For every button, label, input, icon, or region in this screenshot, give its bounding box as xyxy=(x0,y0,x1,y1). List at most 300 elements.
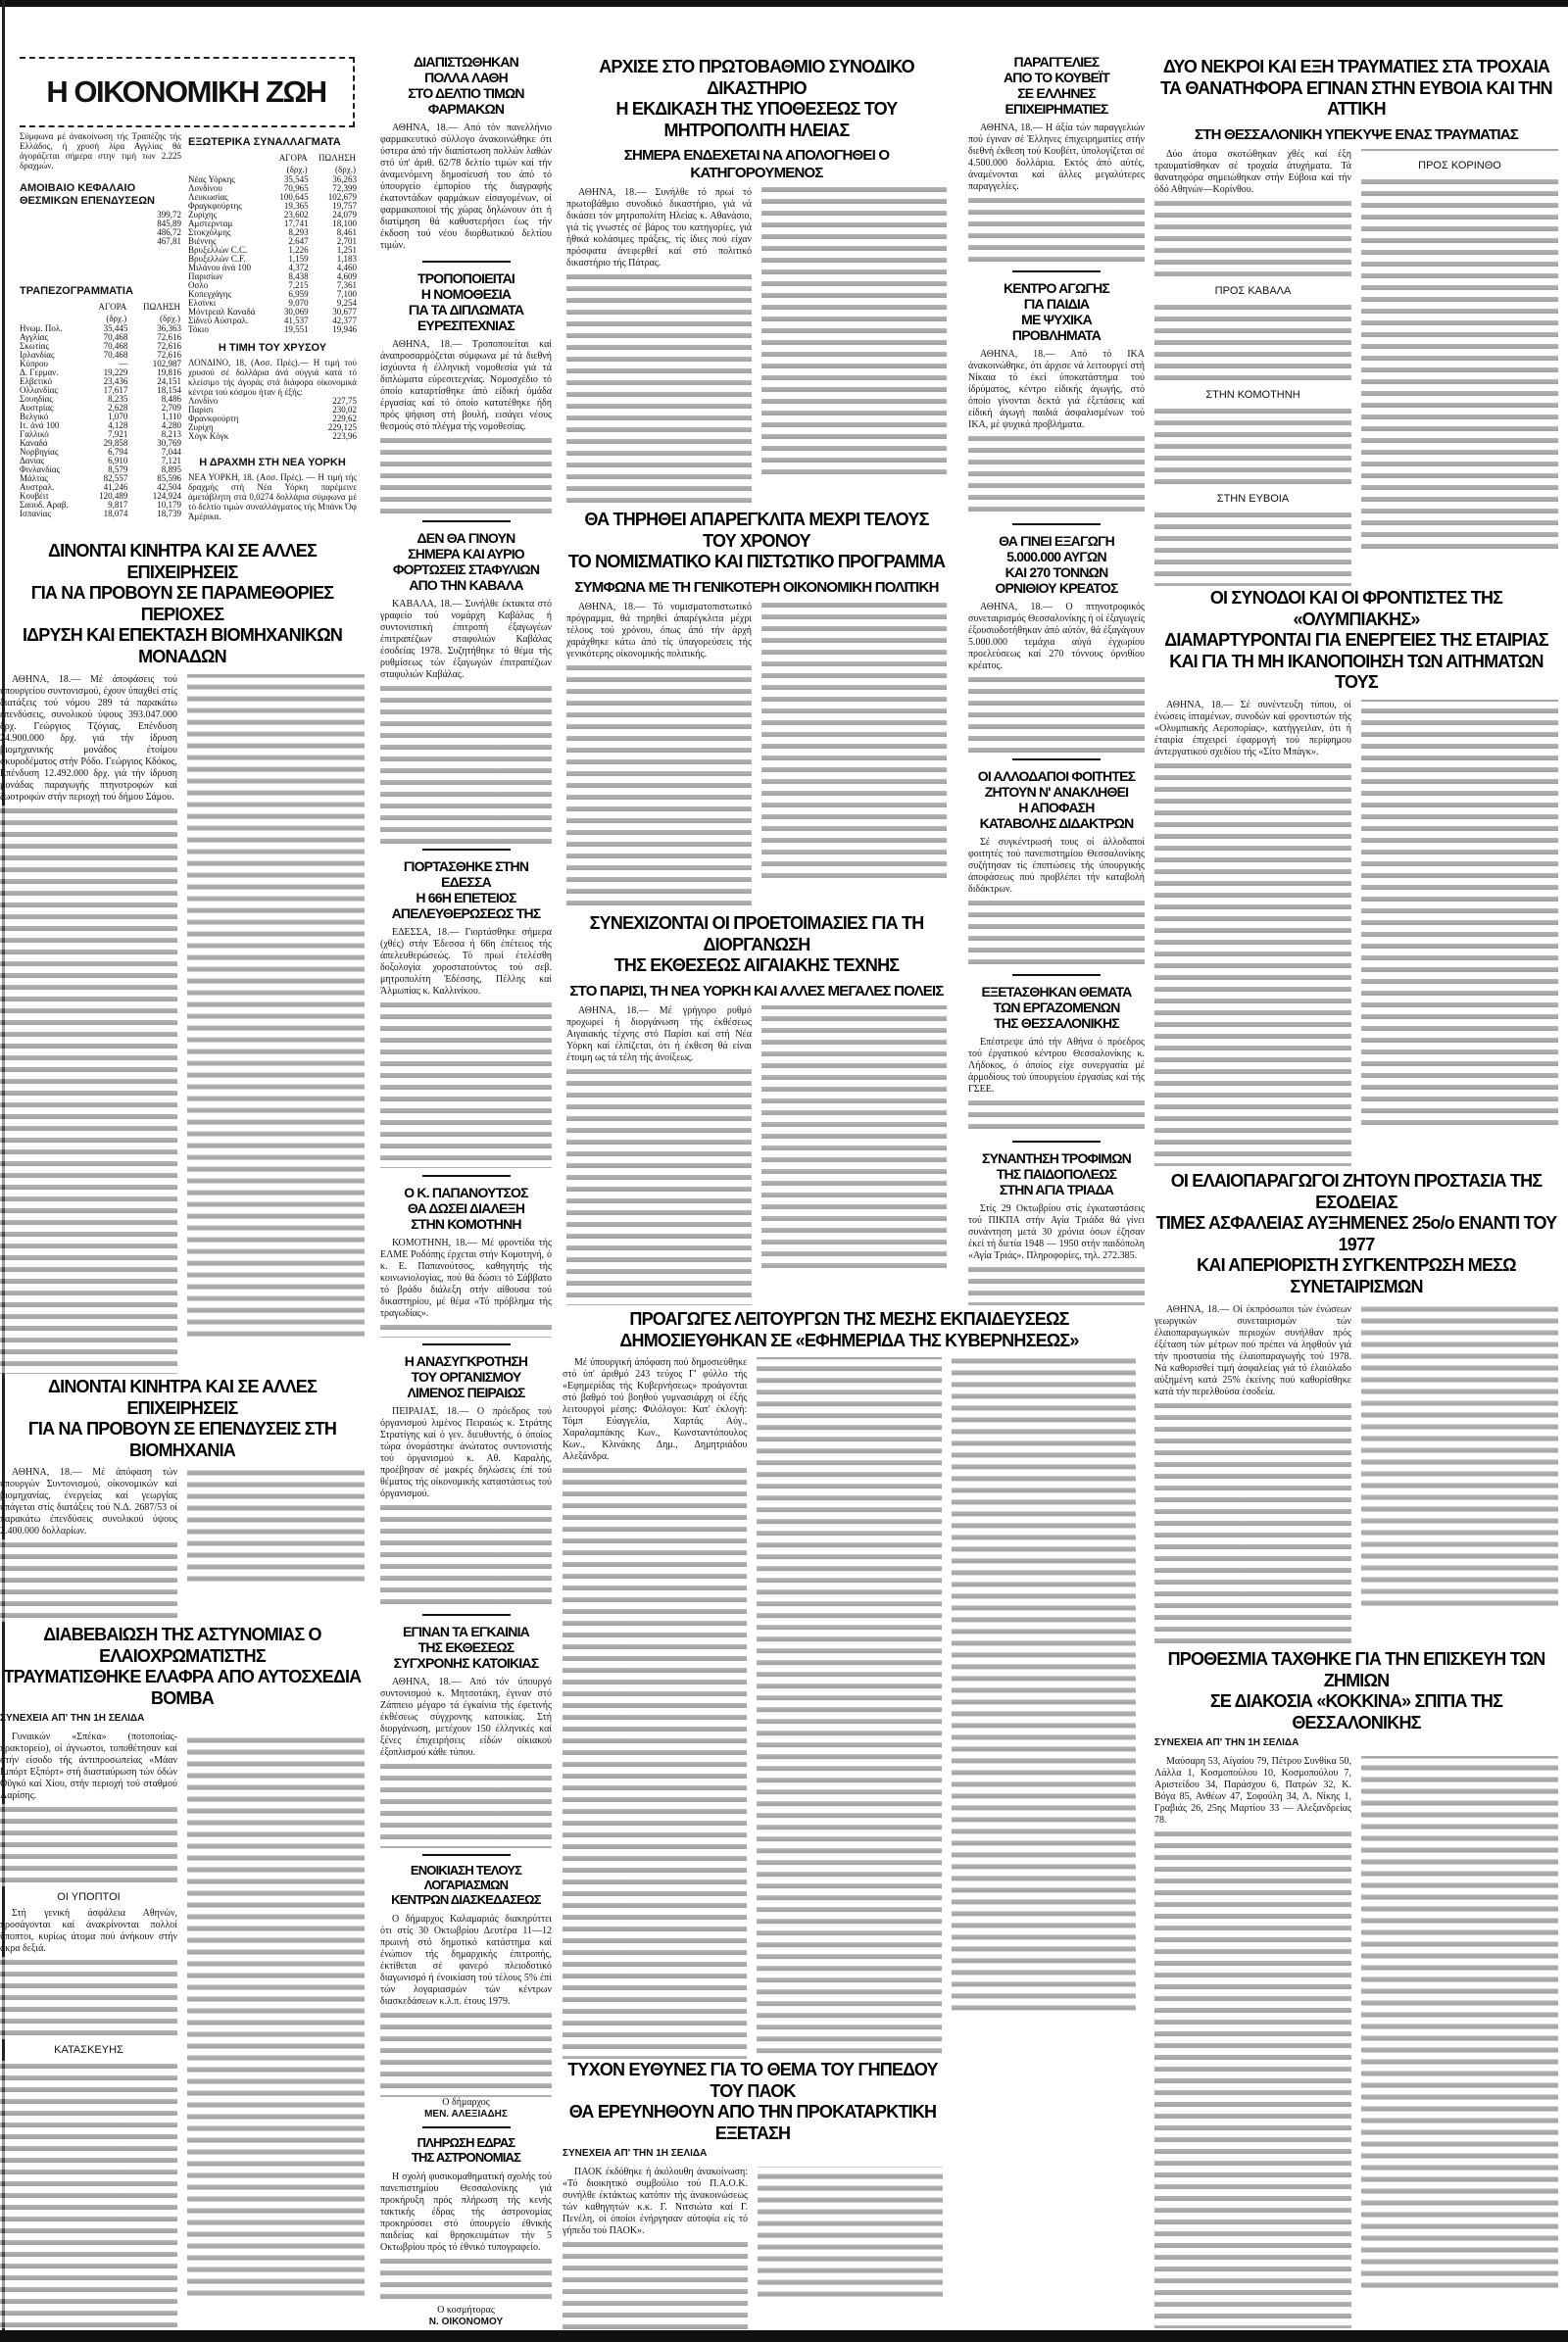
article-body xyxy=(380,2171,552,2328)
cell-value: 8,293 xyxy=(288,227,309,237)
cell-value: 72,616 xyxy=(157,341,181,351)
article-exagogi xyxy=(968,519,1145,753)
banknotes-title: ΤΡΑΠΕΖΟΓΡΑΜΜΑΤΙΑ xyxy=(20,285,133,297)
subheadline: ΣΤΗ ΘΕΣΣΑΛΟΝΙΚΗ ΥΠΕΚΥΨΕ ΕΝΑΣ ΤΡΑΥΜΑΤΙΑΣ xyxy=(1195,125,1518,143)
cell-value: 7,921 xyxy=(108,429,128,439)
article-body xyxy=(0,1467,365,1622)
cell-label: Ιρλανδίας xyxy=(20,350,55,360)
headline-line: Ο Κ. ΠΑΠΑΝΟΥΤΣΟΣ xyxy=(404,1185,528,1200)
text-lines xyxy=(968,674,1145,753)
cell-value: — xyxy=(119,359,128,368)
unit: (δρχ.) xyxy=(106,314,127,323)
cell-value: 399,72 xyxy=(157,210,181,220)
article-text: Μέ ύπουργική άπόφαση πού δημοσιεύθηκε στό ύπ' άριθμό 243 τεύχος Γ' φύλλο τής «Εφημερίδας τής Κυβερνήσεως» προάγονται στό βαθμό τού βοηθού γυμνασιάρχη οί έξής λειτουργοί μέσης: Φιλόλογοι: Κατ' έκλογή: Τόμπ Εύαγγελία, Χαρτάς Αύγ., Χαραλαμπάκης Κων., Κωνσταντόπουλος Κων., Κλινάκης Δημ., Δημητριάδου Αλεξάνδρα. xyxy=(563,1357,748,1463)
cell-value: 4,128 xyxy=(108,420,128,430)
article-tyxon xyxy=(563,2060,943,2329)
headline-line: Η 66Η ΕΠΕΤΕΙΟΣ xyxy=(416,890,516,906)
article-exetasthikan xyxy=(968,970,1145,1135)
cell-label: Τόκιο xyxy=(188,324,209,334)
cell-label: Ολλανδίας xyxy=(20,385,58,395)
cell-value: 19,551 xyxy=(283,324,309,334)
cell-value: 8,461 xyxy=(336,227,357,237)
headline-line: ΚΑΙ 270 ΤΟΝΝΩΝ xyxy=(1004,564,1108,581)
article-astronomia xyxy=(380,2122,552,2328)
cell-value: 1,226 xyxy=(288,245,309,255)
text-lines xyxy=(0,1804,177,1886)
drachma-ny-title: Η ΔΡΑΧΜΗ ΣΤΗ ΝΕΑ ΥΟΡΚΗ xyxy=(199,457,346,468)
separator-rule xyxy=(422,1614,511,1616)
cell-label: Νορβηγίας xyxy=(20,447,59,457)
cell-value: 1,251 xyxy=(336,245,357,255)
cell-value: 29,858 xyxy=(103,438,128,448)
drachma-ny-lead: ΝΕΑ ΥΟΡΚΗ, 18. (Ασσ. Πρές). — Η τιμή τής δραχμής στή Νέα Υόρκη παρέμεινε άμετάβλητη στά 0,0274 δολλάρια σύμφωνα μέ τό δελτίο τιμών συναλλάγματος τής Μπάνκ Όφ Άμέρικα. xyxy=(188,472,357,521)
article-body xyxy=(968,1037,1145,1135)
headline-line: ΣΤΗΝ ΚΟΜΟΤΗΝΗ xyxy=(411,1216,521,1233)
cell-value: 229,125 xyxy=(327,422,357,432)
unit: (δρχ.) xyxy=(160,314,180,323)
separator-rule xyxy=(1012,1141,1101,1143)
article-text: Μαύσαρη 53, Αίγαίου 79, Πέτρου Συνθίκα 50, Λάλλα 1, Κοσμοπούλου 10, Κοσμοπούλου 7, Αριστείδου 34, Παράσχου 6, Πατρών 32, Κ. Βόγα 85, Ανθέων 47, Σοφούλη 34, Λ. Νίκης 1, Γραβιάς 26, 25ης Μαρτίου 33 — Αλεξανδρείας 78. xyxy=(1154,1756,1351,1827)
article-body xyxy=(968,349,1145,517)
headline-line: ΟΙ ΑΛΛΟΔΑΠΟΙ ΦΟΙΤΗΤΕΣ xyxy=(977,768,1136,784)
article-bomb xyxy=(0,1625,365,2328)
article-text: ΑΘΗΝΑ, 18.— Σέ συνέντευξη τύπου, οί ένώσεις ίπταμένων, συνοδών καί φροντιστών τής «Ολυμπιακής Αεροπορίας», κατήγγειλαν, ότι ή έταιρία έπιχειρεί έφαρμογή τού περίφημου άντεργατικού σχεδίου τής «Σίτο Μπάγκ». xyxy=(1154,699,1351,757)
headline-line: ΤΗΣ ΕΚΘΕΣΕΩΣ xyxy=(417,1639,514,1656)
headline-line: ΕΓΙΝΑΝ ΤΑ ΕΓΚΑΙΝΙΑ xyxy=(403,1624,529,1639)
article-proagoges xyxy=(563,1309,1136,2059)
cell-value: 24,151 xyxy=(157,376,181,386)
section-subhead: ΚΑΤΑΣΚΕΥΗΣ xyxy=(54,2044,123,2057)
article-body xyxy=(566,1005,947,1305)
headline-line: ΚΑΤΑΒΟΛΗΣ ΔΙΔΑΚΤΡΩΝ xyxy=(979,815,1134,832)
cell-value: 120,489 xyxy=(99,491,128,501)
cell-value: 223,96 xyxy=(332,431,357,441)
headline-line: ΑΠΟ ΤΗΝ ΚΑΒΑΛΑ xyxy=(409,577,523,594)
article-body xyxy=(380,1914,552,2121)
cell-value: 35,545 xyxy=(283,174,309,184)
headline-line: ΤΗΣ ΑΣΤΡΟΝΟΜΙΑΣ xyxy=(411,2149,521,2165)
headline-line: ΤΡΟΠΟΠΟΙΕΙΤΑΙ xyxy=(416,270,514,286)
signature-role: Ο κοσμήτορας xyxy=(437,2305,495,2316)
cell-label: Δ. Γερμαν. xyxy=(20,367,59,377)
headline-line: ΕΞΕΤΑΣΘΗΚΑΝ ΘΕΜΑΤΑ xyxy=(981,984,1132,1000)
cell-value: 124,924 xyxy=(152,491,181,501)
section-subhead: ΠΡΟΣ ΚΟΡΙΝΘΟ xyxy=(1418,160,1501,172)
article-body xyxy=(380,1238,552,1338)
cell-value: 30,769 xyxy=(157,438,181,448)
cell-value: 1,070 xyxy=(108,412,128,421)
headline-line: ΑΠΕΛΕΥΘΕΡΩΣΕΩΣ ΤΗΣ xyxy=(391,905,541,922)
cell-label: Γαλλικό xyxy=(20,429,49,439)
article-text: ΑΘΗΝΑ, 18.— Από τόν πανελλήνιο φαρμακευτικό σύλλογο άνακοινώθηκε ότι ύστερα άπό τήν διαπίστωση πολλών λαθών στό ύπ' άριθ. 62/78 δελτίο τιμών καί τήν άναμενόμενη δημοσίευσή του άπό τό ύπουργείο έμπορίου τής διαγραφής έκατοντάδων φαρμάκων είσαγομένων, οί φαρμακοποιοί τής χώρας δηλώνουν ότι ή διατίμηση θά καθυστερήσει έως τήν έκδοση τού νέου διορθωτικού δελτίου τιμών. xyxy=(380,122,552,252)
text-lines xyxy=(380,1322,552,1338)
headline-line: ΓΙΟΡΤΑΣΘΗΚΕ ΣΤΗΝ ΕΔΕΣΣΑ xyxy=(403,858,529,891)
text-lines xyxy=(380,2010,552,2097)
article-text: Επέστρεψε άπό τήν Αθήνα ό πρόεδρος τού έργατικού κέντρου Θεσσαλονίκης κ. Λήδοκος, ό όποίος είχε συνεργασία μέ άρμοδίους τού ύπουργείου έργασίας καί τής ΓΣΕΕ. xyxy=(968,1037,1145,1096)
text-lines xyxy=(1154,198,1351,280)
cell-label: Αυστρίας xyxy=(20,403,54,413)
mutual-fund-title: ΑΜΟΙΒΑΙΟ ΚΕΦΑΛΑΙΟ ΘΕΣΜΙΚΩΝ ΕΠΕΝΔΥΣΕΩΝ xyxy=(20,182,155,207)
article-papanoutsos xyxy=(380,1171,552,1338)
headline-line: ΓΙΑ ΝΑ ΠΡΟΒΟΥΝ ΣΕ ΠΑΡΑΜΕΘΟΡΙΕΣ ΠΕΡΙΟΧΕΣ xyxy=(30,583,334,624)
cell-value: 19,229 xyxy=(103,367,128,377)
headline-line: ΔΙΑΜΑΡΤΥΡΟΝΤΑΙ ΓΙΑ ΕΝΕΡΓΕΙΕΣ ΤΗΣ ΕΤΑΙΡΙΑΣ xyxy=(1164,630,1548,651)
cell-value: 19,816 xyxy=(157,367,181,377)
cell-value: 230,02 xyxy=(332,405,357,415)
separator-rule xyxy=(422,1175,511,1177)
cell-value: 85,596 xyxy=(157,473,181,483)
continued-label: ΣΥΝΕΧΕΙΑ ΑΠ' ΤΗΝ 1Η ΣΕΛΙΔΑ xyxy=(1154,1737,1299,1749)
cell-value: 227,75 xyxy=(332,396,357,406)
headline-line: ΤΑ ΘΑΝΑΤΗΦΟΡΑ ΕΓΙΝΑΝ ΣΤΗΝ ΕΥΒΟΙΑ ΚΑΙ ΤΗΝ ΑΤΤΙΚΗ xyxy=(1160,77,1552,120)
article-body xyxy=(1154,1756,1558,2328)
separator-rule xyxy=(1012,270,1101,272)
table-row xyxy=(188,397,357,406)
text-lines xyxy=(380,1761,552,1848)
cell-label: Καναδά xyxy=(20,438,48,448)
cell-label: Οσλο xyxy=(188,280,209,290)
article-text: ΑΘΗΝΑ, 18.— Τό νομισματοπιστωτικό πρόγραμμα, θά τηρηθεί άπαρέγκλιτα μέχρι τέλους τού χρόνου, όπως άπό τήν άρχή χαράχθηκε κάτω άπό τίς ύπαγορεύσεις τής γενικότερης οίκονομικής πολιτικής. xyxy=(566,602,752,660)
headline-line: ΣΕ ΕΛΛΗΝΕΣ xyxy=(1017,85,1096,102)
drachma-ny-box xyxy=(188,456,357,538)
article-kentro xyxy=(968,267,1145,517)
article-text: ΠΑΟΚ έκδόθηκε ή άκόλουθη άνακοίνωση: «Τό διοικητικό συμβούλιο τού Π.Α.Ο.Κ. συνήλθε έκτάκτως κατόπιν τής άνακοινώσεως τών καθηγητών κ.κ. Γ. Νιτσιώτα καί Γ. Πενέλη, οί όποίοι ένήργησαν αύτοψία είς τό γήπεδο τού ΠΑΟΚ». xyxy=(563,2167,748,2237)
subheadline: ΣΥΜΦΩΝΑ ΜΕ ΤΗ ΓΕΝΙΚΟΤΕΡΗ ΟΙΚΟΝΟΜΙΚΗ ΠΟΛΙΤΙΚΗ xyxy=(574,578,939,596)
article-body xyxy=(968,122,1145,267)
cell-label: Ζυρίχης xyxy=(188,210,218,220)
article-text: ΑΘΗΝΑ, 18.— Συνήλθε τό πρωί τό πρωτοβάθμιο συνοδικό δικαστήριο, γιά νά δικάσει τόν μητροπολίτη Ηλείας κ. Αθανάσιο, γιά τίς γνωστές σέ βάρος του κατηγορίες, γιά ήθικά κολάσιμες πράξεις, τίς ίδιες πού είχαν πρόσφατα άνεφερθεί καί στό πολιτικό δικαστήριο τής Πάτρας. xyxy=(566,186,752,268)
section-masthead: Η ΟΙΚΟΝΟΜΙΚΗ ΖΩΗ xyxy=(20,57,355,127)
exchange-title: ΕΞΩΤΕΡΙΚΑ ΣΥΝΑΛΛΑΓΜΑΤΑ xyxy=(188,136,341,148)
headline-line: ΠΡΟΒΛΗΜΑΤΑ xyxy=(1011,327,1102,344)
headline-line: ΘΑ ΤΗΡΗΘΕΙ ΑΠΑΡΕΓΚΛΙΤΑ ΜΕΧΡΙ ΤΕΛΟΥΣ ΤΟΥ ΧΡΟΝΟΥ xyxy=(584,510,929,551)
cell-value: 102,987 xyxy=(152,359,181,368)
separator-rule xyxy=(422,1343,511,1345)
article-body xyxy=(380,339,552,514)
cell-label: Στοκχόλμης xyxy=(188,227,231,237)
cell-value: 6,910 xyxy=(108,456,128,465)
cell-value: 8,235 xyxy=(108,394,128,404)
section-subhead: ΣΤΗΝ ΕΥΒΟΙΑ xyxy=(1216,493,1290,506)
headline-line: ΟΡΝΙΘΙΟΥ ΚΡΕΑΤΟΣ xyxy=(995,580,1118,597)
article-body xyxy=(1154,700,1558,1166)
headline-line: ΤΗΣ ΕΚΘΕΣΕΩΣ ΑΙΓΑΙΑΚΗΣ ΤΕΧΝΗΣ xyxy=(613,955,900,976)
text-lines xyxy=(1154,302,1351,384)
cell-value: 17,741 xyxy=(283,219,309,228)
banknotes-box xyxy=(20,284,181,537)
article-stafylia xyxy=(380,516,552,845)
cell-label: Βρυξελλών C.C. xyxy=(188,245,248,255)
headline-line: ΕΝΟΙΚΙΑΣΗ ΤΕΛΟΥΣ xyxy=(410,1863,522,1878)
cell-value: 18,154 xyxy=(157,385,181,395)
article-body xyxy=(1154,149,1558,586)
headline-line: ΘΑ ΔΩΣΕΙ ΔΙΑΛΕΞΗ xyxy=(407,1200,525,1217)
continued-label: ΣΥΝΕΧΕΙΑ ΑΠ' ΤΗΝ 1Η ΣΕΛΙΔΑ xyxy=(0,1713,145,1725)
text-lines xyxy=(380,1000,552,1168)
headline-line: ΔΙΑΒΕΒΑΙΩΣΗ ΤΗΣ ΑΣΤΥΝΟΜΙΑΣ Ο ΕΛΑΙΟΧΡΩΜΑΤΙΣΤΗΣ xyxy=(43,1625,321,1666)
headline-line: ΕΥΡΕΣΙΤΕΧΝΙΑΣ xyxy=(417,317,514,334)
cell-label: Σουηδίας xyxy=(20,394,53,404)
text-lines xyxy=(968,195,1145,267)
cell-value: 10,179 xyxy=(157,500,181,510)
article-body xyxy=(380,122,552,257)
headline-line: ΤΗΣ ΘΕΣΣΑΛΟΝΙΚΗΣ xyxy=(994,1015,1119,1032)
text-lines xyxy=(0,1957,177,2039)
cell-value: 72,616 xyxy=(157,332,181,342)
headline-line: 5.000.000 ΑΥΓΩΝ xyxy=(1006,549,1106,565)
headline-line: ΑΡΧΙΣΕ ΣΤΟ ΠΡΩΤΟΒΑΘΜΙΟ ΣΥΝΟΔΙΚΟ ΔΙΚΑΣΤΗΡΙΟ xyxy=(599,57,914,98)
banknotes-table xyxy=(20,301,181,518)
cell-value: 18,074 xyxy=(103,509,128,518)
table-row xyxy=(20,237,181,246)
cell-label: Νέας Υόρκης xyxy=(188,174,235,184)
headline-line: ΦΑΡΜΑΚΩΝ xyxy=(427,101,505,118)
cell-label: Λονδίνο xyxy=(188,396,219,406)
article-synexizontai xyxy=(566,913,947,1305)
headline-line: ΛΙΜΕΝΟΣ ΠΕΙΡΑΙΩΣ xyxy=(407,1385,525,1401)
cell-label: Λονδίνου xyxy=(188,183,222,193)
cell-label: Βιέννης xyxy=(188,236,217,246)
gold-coin-notice: Σύμφωνα μέ άνακοίνωση τής Τραπέζης τής Ελλάδος, ή χρυσή λίρα Αγγλίας θά άγοράζεται σήμερα στην τιμή των 2.225 δραχμών. xyxy=(20,131,181,171)
text-lines xyxy=(1154,700,1558,1166)
separator-rule xyxy=(1012,974,1101,976)
cell-label: Ελσίνκι xyxy=(188,298,217,308)
article-text: Στή γενική άσφάλεια Αθηνών, προσάγονται καί άνακρίνονται πολλοί ϋποπτοι, κυρίως άτομα πού άνήκουν στήν άκρα δεξιά. xyxy=(0,1908,177,1955)
headline-line: ΛΟΓΑΡΙΑΣΜΩΝ xyxy=(423,1877,509,1892)
headline-line: Η ΕΚΔΙΚΑΣΗ ΤΗΣ ΥΠΟΘΕΣΕΩΣ ΤΟΥ ΜΗΤΡΟΠΟΛΙΤΗ ΗΛΕΙΑΣ xyxy=(615,99,898,140)
headline-line: ΔΕΝ ΘΑ ΓΙΝΟΥΝ xyxy=(416,530,515,546)
headline-line: ΣΤΗΝ ΑΓΙΑ ΤΡΙΑΔΑ xyxy=(999,1182,1114,1198)
cell-value: 70,468 xyxy=(103,350,128,360)
article-text: Η σχολή φυσικομαθηματική σχολής τού πανεπιστημίου Θεσσαλονίκης γιά προκήρυξη πρός πλήρωση τής κενής τακτικής έδρας τής άστρονομίας προκηρύσσει στό ύπουργείο έθνικής παιδείας καί θρησκευμάτων τήν 5 Οκτωβρίου πρός τό έθνικό τυπογραφείο. xyxy=(380,2171,552,2253)
separator-rule xyxy=(422,520,511,522)
headline-line: ΣΕ ΔΙΑΚΟΣΙΑ «ΚΟΚΚΙΝΑ» ΣΠΙΤΙΑ ΤΗΣ ΘΕΣΣΑΛΟΝΙΚΗΣ xyxy=(1209,1691,1503,1732)
headline-line: ΓΙΑ ΠΑΙΔΙΑ xyxy=(1023,296,1090,313)
cell-label: Φινλανδίας xyxy=(20,464,61,474)
gold-price-table xyxy=(188,397,357,441)
article-text: ΑΘΗΝΑ, 18.— Μέ άπόφαση τών ύπουργών Συντονισμού, οίκονομικών καί βιομηχανίας, ένεργείας καί γεωργίας ύπάγεται στίς διατάξεις τού Ν.Δ. 2687/53 οί παρακάτω έπενδύσεις συνολικού ύψους 2.400.000 δολλαρίων. xyxy=(0,1467,177,1537)
cell-value: 8,486 xyxy=(161,394,181,404)
headline-line: ΑΠΟ ΤΟ ΚΟΥΒΕΪΤ xyxy=(1003,70,1110,86)
headline-line: ΓΙΑ ΤΑ ΔΙΠΛΩΜΑΤΑ xyxy=(408,302,524,318)
cell-label: Ηνωμ. Πολ. xyxy=(20,323,63,333)
article-body xyxy=(968,837,1145,968)
separator-rule xyxy=(1012,523,1101,525)
headline-line: ΕΠΙΧΕΙΡΗΜΑΤΙΕΣ xyxy=(1004,101,1108,118)
cell-value: 8,579 xyxy=(108,464,128,474)
cell-value: 8,895 xyxy=(161,464,181,474)
article-body xyxy=(566,187,947,510)
article-body xyxy=(380,599,552,845)
article-farmaka xyxy=(380,54,552,257)
cell-value: 30,677 xyxy=(332,307,357,317)
gold-price-lead: ΛΟΝΔΙΝΟ, 18, (Ασσ. Πρές).— Η τιμή τού χρυσού σέ δολλάρια άνά ούγγιά κατά τό κλείσιμο τής άγοράς στά διάφορα οίκονομικά κέντρα τού κόσμου ήταν ή έξής: xyxy=(188,358,357,397)
cell-value: 1,159 xyxy=(288,254,309,264)
article-text: Ο δήμαρχος Καλαμαριάς διακηρύττει ότι στίς 30 Οκτωβρίου Δευτέρα 11—12 πρωινή στό δημοτικό κατάστημα καί ένώπιον τής δημαρχικής έπιτροπής, έκτίθεται σέ φανερό πλειοδοτικό διαγωνισμό ή ένοικίαση τού τέλους 5% έπί τών λογαριασμών τών κέντρων διασκεδάσεων κ.λ.π. έτους 1979. xyxy=(380,1913,552,2007)
headline-line: ΠΟΛΛΑ ΛΑΘΗ xyxy=(424,70,508,86)
mutual-fund-table xyxy=(20,211,181,246)
article-text: ΠΕΙΡΑΙΑΣ, 18.— Ο πρόεδρος τού όργανισμού λιμένος Πειραιώς κ. Στράτης Στρατίγης καί ό γεν. διευθυντής, ό όποίος τώρα όνομάστηκε άνώτατος συντονιστής τού όργανισμού κ. Αθ. Καραλής, προέβησαν σέ μακρές δηλώσεις έπί τού θέματος τής οίκονομικής καταστάσεως τού όργανισμού. xyxy=(380,1406,552,1500)
article-body xyxy=(380,1677,552,1848)
headline-line: ΤΟ ΝΟΜΙΣΜΑΤΙΚΟ ΚΑΙ ΠΙΣΤΩΤΙΚΟ ΠΡΟΓΡΑΜΜΑ xyxy=(567,552,946,572)
cell-value: 8,213 xyxy=(161,429,181,439)
cell-value: 17,617 xyxy=(103,385,128,395)
headline-line: ΚΑΙ ΑΠΕΡΙΟΡΙΣΤΗ ΣΥΓΚΕΝΤΡΩΣΗ ΜΕΣΩ ΣΥΝΕΤΑΙΡΙΣΜΩΝ xyxy=(1197,1255,1516,1296)
section-subhead: ΠΡΟΣ ΚΑΒΑΛΑ xyxy=(1214,285,1292,298)
section-subhead: ΣΤΗΝ ΚΟΜΟΤΗΝΗ xyxy=(1205,389,1300,402)
cell-value: 486,72 xyxy=(157,227,181,237)
article-elaio xyxy=(1154,1171,1558,1647)
headline-line: ΣΤΟ ΔΕΛΤΙΟ ΤΙΜΩΝ xyxy=(408,85,524,102)
continued-label: ΣΥΝΕΧΕΙΑ ΑΠ' ΤΗΝ 1Η ΣΕΛΙΔΑ xyxy=(563,2148,708,2160)
text-lines xyxy=(968,1098,1145,1135)
headline-line: ΔΙΝΟΝΤΑΙ ΚΙΝΗΤΡΑ ΚΑΙ ΣΕ ΑΛΛΕΣ ΕΠΙΧΕΙΡΗΣΕΙΣ xyxy=(47,1377,318,1418)
cell-value: 35,445 xyxy=(103,323,128,333)
col-buy: ΑΓΟΡΑ xyxy=(98,302,127,312)
article-anasygkrotisi xyxy=(380,1340,552,1608)
col-sell: ΠΩΛΗΣΗ xyxy=(318,153,356,163)
col-buy: ΑΓΟΡΑ xyxy=(278,153,308,163)
article-text: ΕΔΕΣΣΑ, 18.— Γιορτάσθηκε σήμερα (χθές) στήν Έδεσσα ή 66η έπέτειος τής άπελευθερώσεώς. Τό πρωί έτελέσθη δοξολογία χοροστατούντος τού σεβ. μητροπολίτη Έδέσσης, Πέλλης καί Άλμωπίας κ. Καλλινίκου. xyxy=(380,927,552,998)
bottom-rule xyxy=(0,2330,1568,2342)
subheadline: ΣΤΟ ΠΑΡΙΣΙ, ΤΗ ΝΕΑ ΥΟΡΚΗ ΚΑΙ ΑΛΛΕΣ ΜΕΓΑΛΕΣ ΠΟΛΕΙΣ xyxy=(569,982,944,1000)
gold-price-title: Η ΤΙΜΗ ΤΟΥ ΧΡΥΣΟΥ xyxy=(218,342,327,354)
headline-line: ΔΗΜΟΣΙΕΥΘΗΚΑΝ ΣΕ «ΕΦΗΜΕΡΙΔΑ ΤΗΣ ΚΥΒΕΡΝΗΣΕΩΣ» xyxy=(619,1330,1079,1350)
cell-label: Αγγλίας xyxy=(20,332,48,342)
article-text: ΑΘΗΝΑ, 18.— Μέ άποφάσεις τού ύπουργείου συντονισμού, έχουν ύπαχθεί στίς διατάξεις τού νόμου 289 τά παρακάτω έπενδύσεις, συνολικού ύψους 393.047.000 δρχ. Γεώργιος Τζόγιας, Επένδυση 24.900.000 δρχ. γιά τήν ίδρυση βιομηχανικής μονάδος έτοίμου σκυροδέματος στήν Ρόδο. Γεώργιος Κδόκος, Επένδυση 12.492.000 δρχ. γιά τήν ίδρυση μονάδας παραγωγής πτηνοτροφών καί ζωοτροφών στήν περιοχή τού δήμου Σάμου. xyxy=(0,673,177,803)
cell-value: 7,215 xyxy=(288,280,309,290)
headline-line: ΤΟΥ ΟΡΓΑΝΙΣΜΟΥ xyxy=(411,1369,521,1386)
headline-line: ΣΥΝΑΝΤΗΣΗ ΤΡΟΦΙΜΩΝ xyxy=(982,1150,1131,1166)
cell-label: Αυστραλ. xyxy=(20,482,55,492)
cell-label: Αμστερνταμ xyxy=(188,219,233,228)
headline-line: ΠΡΟΘΕΣΜΙΑ ΤΑΧΘΗΚΕ ΓΙΑ ΤΗΝ ΕΠΙΣΚΕΥΗ ΤΩΝ ΖΗΜΙΩΝ xyxy=(1167,1649,1545,1690)
headline-line: ΦΟΡΤΩΣΕΙΣ ΣΤΑΦΥΛΙΩΝ xyxy=(392,561,540,578)
subheadline: ΣΗΜΕΡΑ ΕΝΔΕΧΕΤΑΙ ΝΑ ΑΠΟΛΟΓΗΘΕΙ Ο ΚΑΤΗΓΟΡΟΥΜΕΝΟΣ xyxy=(623,147,890,181)
text-lines xyxy=(1154,1756,1558,2328)
cell-value: 70,468 xyxy=(103,332,128,342)
article-synantisi xyxy=(968,1137,1145,1305)
cell-label: Παρισίων xyxy=(188,271,223,281)
cell-label: Λευκωσίας xyxy=(188,192,228,202)
article-text: Γυναικών «Σπέκα» (ποτοποιίας-πρακτορείο), οί άγνωστοι, τοποθέτησαν καί στήν είσοδο τής άντιπροσωπείας «Μάαν Ιμπόρτ Εξπόρτ» στή διασταύρωση τών όδών Οϋγκό καί Χίου, στήν περιοχή τού σταθμού Λαρίσης. xyxy=(0,1732,177,1802)
cell-value: 2,647 xyxy=(288,236,309,246)
article-body xyxy=(0,674,365,1374)
article-body xyxy=(968,1203,1145,1305)
exchange-box xyxy=(188,135,357,339)
article-text: ΑΘΗΝΑ, 18.— Από τό ΙΚΑ άνακοινώθηκε, ότι άρχισε νά λειτουργεί στή Νίκαια τό έκεί ύποκατάστημα τού ίδρύματος, κέντρο είδικής άγωγής, στό όποίο γίνονται δεκτά γιά έξετάσεις καί είδική άγωγή παιδιά άσφαλισμένων τού ΙΚΑ, μέ ψυχικά προβλήματα. xyxy=(968,349,1145,431)
headline-line: ΣΗΜΕΡΑ ΚΑΙ ΑΥΡΙΟ xyxy=(408,546,524,562)
cell-value: 72,616 xyxy=(157,350,181,360)
cell-value: 7,121 xyxy=(161,456,181,465)
signature-name: ΜΕΝ. ΑΛΕΞΙΑΔΗΣ xyxy=(424,2109,508,2120)
cell-label: Κοπεγχάγης xyxy=(188,289,232,299)
headline-line: ΘΑ ΕΡΕΥΝΗΘΟΥΝ ΑΠΟ ΤΗΝ ΠΡΟΚΑΤΑΡΚΤΙΚΗ ΕΞΕΤΑΣΗ xyxy=(568,2102,937,2143)
text-lines xyxy=(380,435,552,514)
table-row xyxy=(20,510,181,518)
text-lines xyxy=(1154,406,1351,488)
article-text: Δύο άτομα σκοτώθηκαν χθές καί έξη τραυματίσθηκαν σέ τροχαία άτυχήματα. Τά θανατηφόρα σημειώθηκαν στήν Εύβοια καί τήν όδό Αθηνών—Κορίνθου. xyxy=(1154,149,1351,196)
cell-label: Κύπρου xyxy=(20,359,48,368)
cell-label: Ζυρίχη xyxy=(188,422,214,432)
headline-line: ΠΑΡΑΓΓΕΛΙΕΣ xyxy=(1013,54,1100,70)
separator-rule xyxy=(422,849,511,851)
article-tropop xyxy=(380,257,552,514)
gold-price-box xyxy=(188,341,357,453)
article-text: ΑΘΗΝΑ, 18.— Μέ γρήγορο ρυθμό προχωρεί ή διοργάνωση τής έκθέσεως Αιγαιακής τέχνης στό Παρίσι καί στή Νέα Υόρκη καί έλπίζεται, ότι ή έκθεση θά είναι έτοιμη ως τά τέλη τής άνοίξεως. xyxy=(566,1005,752,1064)
cell-value: 42,504 xyxy=(157,482,181,492)
cell-value: 102,679 xyxy=(327,192,357,202)
cell-label: Χόγκ Κόγκ xyxy=(188,431,229,441)
cell-label: Φραγκφούρτης xyxy=(188,201,242,211)
headline-line: ΔΙΑΠΙΣΤΩΘΗΚΑΝ xyxy=(414,54,518,70)
headline-line: ΟΙ ΣΥΝΟΔΟΙ ΚΑΙ ΟΙ ΦΡΟΝΤΙΣΤΕΣ ΤΗΣ «ΟΛΥΜΠΙΑΚΗΣ» xyxy=(1209,588,1503,629)
cell-value: 36,363 xyxy=(157,323,181,333)
article-text: ΑΘΗΝΑ, 18.— Από τόν ύπουργό συντονισμού κ. Μητσοτάκη, έγιναν στό Ζάππειο μέγαρο τά έγκαίνια τής έφετινής έκθέσεως σύγχρονης κατοικίας. Στή διοργάνωση, μετέχουν 150 έλληνικές καί ξένες έπιχειρήσεις είδών οίκιακού έξοπλισμού κάθε τύπου. xyxy=(380,1677,552,1759)
article-text: ΚΟΜΟΤΗΝΗ, 18.— Μέ φροντίδα τής ΕΛΜΕ Ροδόπης έρχεται στήν Κομοτηνή, ό κ. Ε. Παπανούτσος, καθηγητής τής κοινωνιολογίας, πού θά δώσει τό Σάββατο τό βράδυ διάλεξη στήν αίθουσα τού δικαστηρίου, μέ θέμα «Τό πρόβλημα τής τραγωδίας». xyxy=(380,1238,552,1320)
article-text: ΑΘΗΝΑ, 18.— Οί έκπρόσωποι τών ένώσεων γεωργικών συνεταιρισμών τών έλαιοπαραγωγικών περιοχών συνήλθαν πρός έξέταση τών μέτρων πού πρέπει νά ληφθούν γιά τήν προστασία τής έλαιοπαραγωγής τού 1978. Νά καθορισθεί τιμή άσφαλείας γιά τό έλαιόλαδο αύξημένη κατά 25% έκείνης πού καθορίσθηκε κατά τήν περελθούσα έσοδεία. xyxy=(1154,1303,1351,1397)
cell-value: 72,399 xyxy=(332,183,357,193)
article-text: ΑΘΗΝΑ, 18.— Η άξία τών παραγγελιών πού έγιναν σέ Έλληνες έπιχειρηματίες στήν διεθνή έκθεση τού Κουβέιτ, ύπολογίζεται σέ 4.500.000 δολλάρια. Εκτός άπό αύτές, άναμένονται καί άλλες μεγαλύτερες παραγγελίες. xyxy=(968,122,1145,193)
exchange-table xyxy=(188,152,357,334)
cell-value: 7,100 xyxy=(336,289,357,299)
headline-line: ΤΡΑΥΜΑΤΙΣΘΗΚΕ ΕΛΑΦΡΑ ΑΠΟ ΑΥΤΟΣΧΕΔΙΑ ΒΟΜΒΑ xyxy=(3,1667,362,1708)
cell-value: 1,183 xyxy=(336,254,357,264)
article-body xyxy=(380,927,552,1168)
cell-value: 41,537 xyxy=(283,316,309,325)
article-allodapoi xyxy=(968,755,1145,968)
headline-line: ΤΙΜΕΣ ΑΣΦΑΛΕΙΑΣ ΑΥΞΗΜΕΝΕΣ 25ο/ο ΕΝΑΝΤΙ ΤΟΥ 1977 xyxy=(1155,1213,1557,1254)
cell-value: 19,946 xyxy=(332,324,357,334)
article-paraggelies xyxy=(968,54,1145,267)
col-sell: ΠΩΛΗΣΗ xyxy=(143,302,180,312)
headline-line: ΚΕΝΤΡΟ ΑΓΩΓΗΣ xyxy=(1004,280,1109,296)
separator-rule xyxy=(1012,758,1101,760)
headline-line: ΣΥΝΕΧΙΖΟΝΤΑΙ ΟΙ ΠΡΟΕΤΟΙΜΑΣΙΕΣ ΓΙΑ ΤΗ ΔΙΟΡΓΑΝΩΣΗ xyxy=(589,913,924,954)
article-arxise xyxy=(566,57,947,510)
cell-value: 4,460 xyxy=(336,263,357,272)
cell-value: 23,602 xyxy=(283,210,309,220)
cell-value: 9,070 xyxy=(288,298,309,308)
cell-label: Ελβετικό xyxy=(20,376,53,386)
cell-label: Ισπανίας xyxy=(20,509,51,518)
headline-line: ΘΑ ΓΙΝΕΙ ΕΞΑΓΩΓΗ xyxy=(999,533,1114,549)
cell-value: 6,959 xyxy=(288,289,309,299)
cell-value: 70,965 xyxy=(283,183,309,193)
cell-value: 2,628 xyxy=(108,403,128,413)
cell-label: Βελγικό xyxy=(20,412,49,421)
cell-label: Κουβέιτ xyxy=(20,491,49,501)
headline-line: ΜΕ ΨΥΧΙΚΑ xyxy=(1021,312,1092,328)
headline-line: Η ΝΟΜΟΘΕΣΙΑ xyxy=(420,286,512,303)
article-body xyxy=(566,602,947,911)
cell-value: 1,110 xyxy=(162,412,181,421)
top-rule xyxy=(0,0,1568,7)
cell-value: 7,361 xyxy=(336,280,357,290)
cell-value: 70,468 xyxy=(103,341,128,351)
text-lines xyxy=(968,1264,1145,1305)
cell-label: Ιτ. άνά 100 xyxy=(20,420,60,430)
headline-line: ΤΥΧΟΝ ΕΥΘΥΝΕΣ ΓΙΑ ΤΟ ΘΕΜΑ ΤΟΥ ΓΗΠΕΔΟΥ ΤΟΥ ΠΑΟΚ xyxy=(567,2060,938,2101)
signature xyxy=(380,2097,552,2121)
headline-line: ΤΗΣ ΠΑΙΔΟΠΟΛΕΩΣ xyxy=(996,1166,1117,1183)
article-enoikiasi xyxy=(380,1850,552,2121)
cell-value: 229,62 xyxy=(332,414,357,423)
article-body xyxy=(968,602,1145,753)
article-text: ΚΑΒΑΛΑ, 18.— Συνήλθε έκτακτα στό γραφείο τού νομάρχη Καβάλας ή συντονιστική έπιτροπή έξαγωγέων έπιτραπέζιων σταφυλιών Καβάλας έσοδείας 1978. Συζητήθηκε τό θέμα τής ρυθμίσεως τών έξαγωγών έπιτραπέζιων σταφυλιών Καβάλας. xyxy=(380,599,552,681)
cell-value: 467,81 xyxy=(157,236,181,246)
article-body xyxy=(563,1357,1136,2059)
